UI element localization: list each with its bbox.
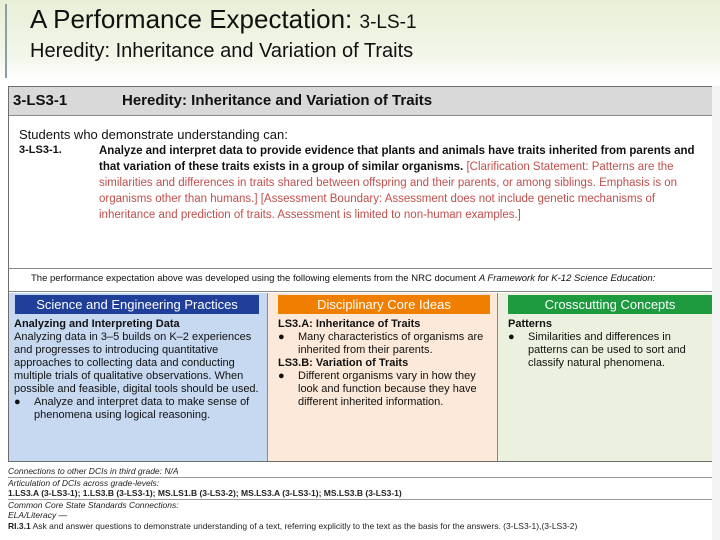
dci-bullet-2 [278, 370, 492, 409]
slide-title [30, 4, 417, 35]
framework-title: A Framework for K-12 Science Education: [478, 273, 656, 284]
ccss-text: Ask and answer questions to demonstrate understanding of a text, referring explicitly to the text as the basis for the answers. (3-LS3-1),(3-LS3-2) [32, 520, 578, 531]
sep-bullet [14, 396, 262, 422]
sep-body [14, 318, 262, 422]
sep-bullet-text: Analyze and interpret data to make sense of phenomena using logical reasoning. [34, 396, 250, 421]
dci-bullet-2-text: Different organisms vary in how they look and function because they have different inherited information. [298, 370, 477, 408]
ccc-bullet-text: Similarities and differences in patterns can be used to sort and classify natural phenomena. [528, 331, 686, 369]
header-code: 3-LS3-1 [13, 92, 68, 109]
framework-note-text: The performance expectation above was developed using the following elements from the NRC document [31, 273, 477, 284]
slide-subtitle: Heredity: Inheritance and Variation of Traits [30, 40, 414, 62]
performance-expectation [99, 143, 699, 223]
clarification-statement: [Clarification Statement: Patterns are the similarities and differences in traits shared between offspring and their parents, or among siblings. Emphasis is on organisms other than humans.] [Assessment Boundary: Assessment does not include genetic mechanisms of inheritance and prediction of traits. Assessment is limited to non-human examples.] [99, 161, 678, 221]
sep-subheading: Analyzing and Interpreting Data [14, 318, 180, 330]
ccss-code: RI.3.1 [8, 520, 31, 531]
sep-description: Analyzing data in 3–5 builds on K–2 experiences and progresses to introducing quantitative approaches to collecting data and conducting multiple trials of qualitative observations. When possible and feasible, digital tools should be used. [14, 331, 259, 395]
connections-line-6 [8, 521, 714, 532]
slide-title-code: 3-LS-1 [359, 12, 417, 33]
dci-bullet-1-text: Many characteristics of organisms are inherited from their parents. [298, 331, 484, 356]
pe-text: Analyze and interpret data to provide evidence that plants and animals have traits inherited from parents and that variation of these traits exists in a group of similar organisms. [99, 145, 695, 173]
slide-header [0, 0, 720, 80]
dci-subheading-1: LS3.A: Inheritance of Traits [278, 318, 421, 330]
dci-column [267, 293, 497, 461]
framework-note [9, 268, 715, 292]
connections-line-4: Common Core State Standards Connections: [8, 499, 179, 510]
bullet-icon: ● [278, 331, 285, 343]
connections-line-5: ELA/Literacy — [8, 510, 68, 520]
bullet-icon: ● [508, 331, 515, 343]
scrollbar[interactable] [712, 86, 720, 540]
dci-heading: Disciplinary Core Ideas [278, 295, 490, 314]
ccc-column [497, 293, 715, 461]
connections-line-2: Articulation of DCIs across grade-levels: [8, 477, 160, 488]
dci-body [278, 318, 492, 409]
header-accent-rule [5, 4, 7, 78]
ccc-body [508, 318, 712, 370]
ccc-subheading: Patterns [508, 318, 553, 330]
connections-line-3: 1.LS3.A (3-LS3-1); 1.LS3.B (3-LS3-1); MS.LS1.B (3-LS3-2); MS.LS3.A (3-LS3-1); MS.LS3.B (3-LS3-1) [8, 488, 402, 498]
dci-subheading-2: LS3.B: Variation of Traits [278, 357, 409, 369]
connections-line-1: Connections to other DCIs in third grade: N/A [8, 466, 179, 476]
connections-section [8, 466, 714, 540]
pe-label: 3-LS3-1. [19, 144, 62, 156]
standard-document [8, 86, 716, 462]
sep-heading: Science and Engineering Practices [15, 295, 259, 314]
slide-title-text: A Performance Expectation: [30, 4, 353, 34]
document-header [9, 87, 715, 116]
bullet-icon: ● [278, 370, 285, 382]
sep-column [9, 293, 267, 461]
dci-bullet-1 [278, 331, 492, 357]
ccc-bullet [508, 331, 712, 370]
bullet-icon: ● [14, 396, 21, 408]
header-title: Heredity: Inheritance and Variation of Traits [122, 92, 433, 109]
ccc-heading: Crosscutting Concepts [508, 295, 712, 314]
intro-text: Students who demonstrate understanding can: [19, 127, 288, 142]
